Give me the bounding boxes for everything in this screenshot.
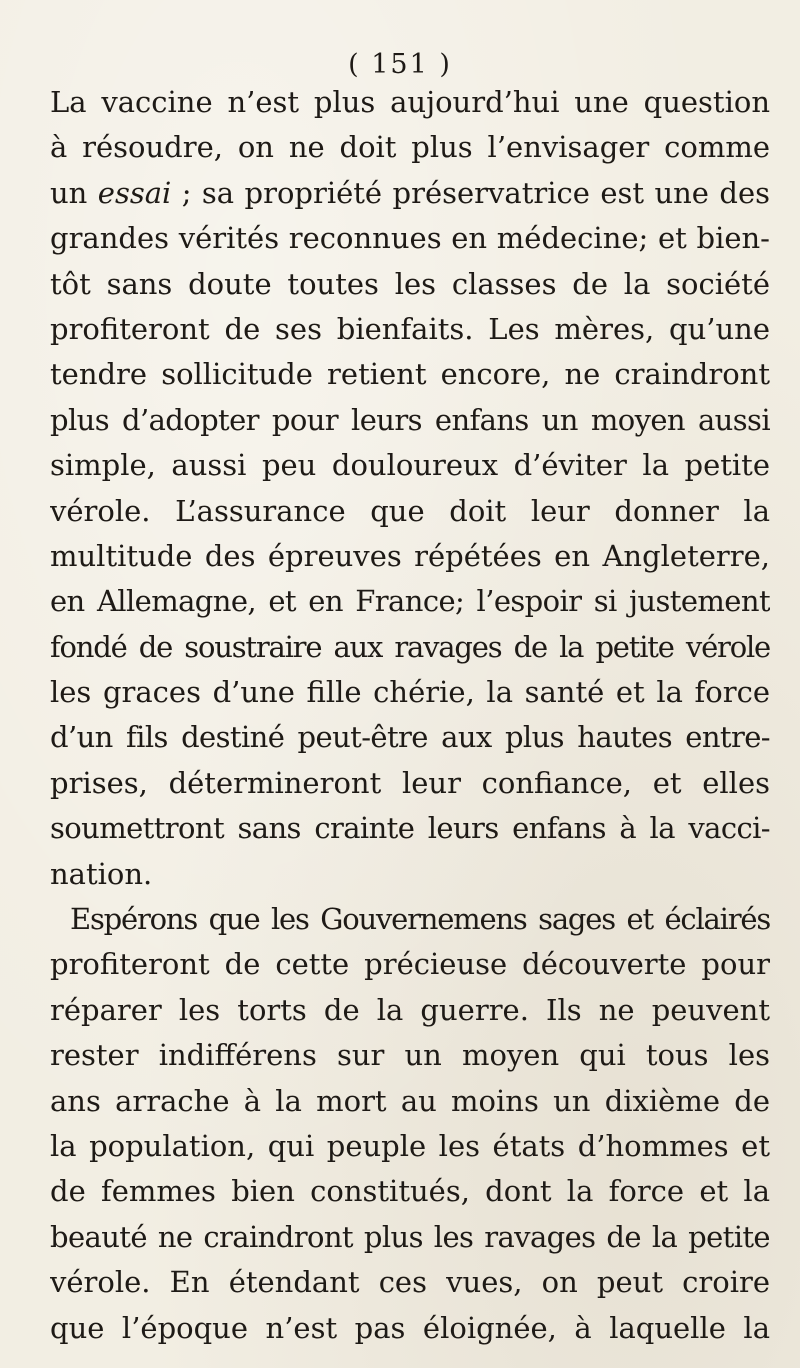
text-line: vérole. L’assurance que doit leur donner la: [50, 493, 770, 528]
text-line: les graces d’une fille chérie, la santé et la force: [50, 675, 770, 710]
text-line: vérole. En étendant ces vues, on peut croire: [50, 1265, 770, 1300]
text-line: multitude des épreuves répétées en Angleterre,: [50, 538, 770, 573]
text-line: prises, détermineront leur confiance, et elles: [50, 765, 770, 800]
text-line: profiteront de ses bienfaits. Les mères, qu’une: [50, 311, 770, 346]
text-line: rester indifférens sur un moyen qui tous les: [50, 1038, 770, 1073]
text-line: profiteront de cette précieuse découverte pour: [50, 947, 770, 982]
text-line: que l’époque n’est pas éloignée, à laquelle la: [50, 1310, 770, 1345]
text-line: La vaccine n’est plus aujourd’hui une question: [50, 85, 770, 119]
text-line: un essai ; sa propriété préservatrice est une des: [50, 175, 770, 210]
text-line: la population, qui peuple les états d’hommes et: [50, 1128, 770, 1163]
text-line: Espérons que les Gouvernemens sages et éclairés: [70, 902, 770, 937]
text-line: en Allemagne, et en France; l’espoir si justement: [50, 584, 770, 619]
text-line: soumettront sans crainte leurs enfans à la vacci-: [50, 811, 770, 846]
text-line: simple, aussi peu douloureux d’éviter la petite: [50, 448, 770, 483]
text-line: ans arrache à la mort au moins un dixième de: [50, 1083, 770, 1118]
page-number: ( 151 ): [348, 49, 452, 80]
body-text: [50, 80, 770, 1351]
text-line: plus d’adopter pour leurs enfans un moyen aussi: [50, 402, 770, 437]
text-line: beauté ne craindront plus les ravages de la petite: [50, 1219, 770, 1254]
text-line: à résoudre, on ne doit plus l’envisager comme: [50, 130, 770, 165]
text-line: tôt sans doute toutes les classes de la société: [50, 266, 770, 301]
text-line: réparer les torts de la guerre. Ils ne peuvent: [50, 992, 770, 1027]
text-line: tendre sollicitude retient encore, ne craindront: [50, 357, 770, 392]
text-line: fondé de soustraire aux ravages de la petite vérole: [50, 629, 770, 664]
text-line: nation.: [50, 856, 153, 891]
text-line: de femmes bien constitués, dont la force et la: [50, 1174, 770, 1209]
text-line: d’un fils destiné peut-être aux plus hautes entre-: [50, 720, 770, 755]
text-line: grandes vérités reconnues en médecine; et bien-: [50, 221, 770, 256]
